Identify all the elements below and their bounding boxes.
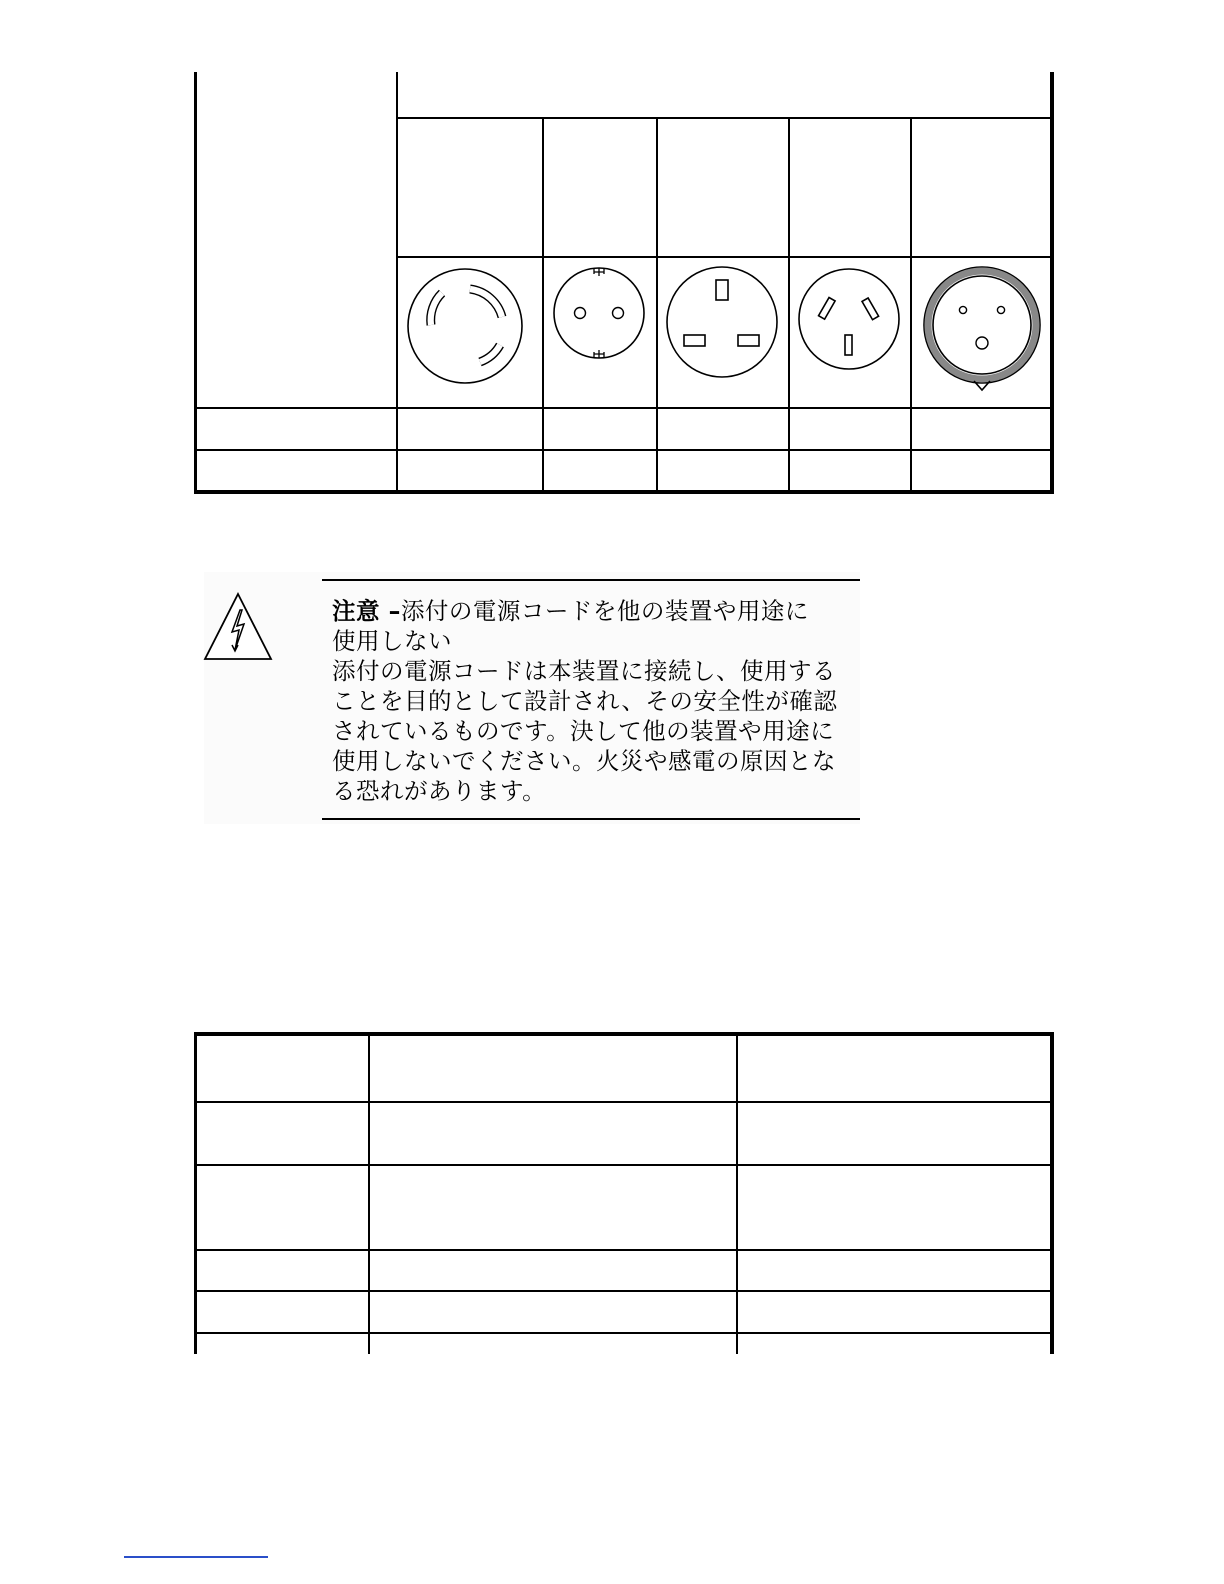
- table-row-divider: [396, 117, 1052, 119]
- schuko-outlet-icon: [550, 264, 648, 362]
- table-subcol-divider: [910, 117, 912, 492]
- caution-title-line: [332, 596, 872, 626]
- table-row-divider: [196, 407, 1052, 409]
- caution-line: ことを目的として設計され、その安全性が確認: [332, 687, 838, 715]
- caution-line: る恐れがあります。: [332, 777, 547, 805]
- caution-rule-bottom: [322, 818, 860, 820]
- caution-rule-top: [322, 579, 860, 581]
- table-row-divider: [196, 449, 1052, 451]
- table-border-left: [194, 1032, 197, 1354]
- plug-type-table: [0, 0, 1224, 500]
- caution-line: 使用しない: [332, 627, 452, 655]
- caution-line: されているものです。決して他の装置や用途に: [332, 717, 835, 745]
- table-border-right: [1050, 72, 1054, 494]
- caution-line: 使用しないでください。火災や感電の原因とな: [332, 747, 836, 775]
- table-border-bottom: [194, 490, 1054, 494]
- table-row-divider: [196, 1164, 1052, 1166]
- electrical-hazard-warning-icon: [202, 590, 274, 662]
- table-row-divider: [396, 256, 1052, 258]
- australian-outlet-icon: [795, 265, 903, 373]
- uk-bs1363-outlet-icon: [664, 264, 780, 380]
- nema-twist-lock-outlet-icon: [404, 265, 526, 387]
- table-subcol-divider: [788, 117, 790, 492]
- table-border-top: [194, 1032, 1054, 1036]
- table-col-divider: [368, 1034, 370, 1354]
- footer-link-underline[interactable]: [124, 1556, 268, 1558]
- table-col-divider: [736, 1034, 738, 1354]
- table-row-divider: [196, 1101, 1052, 1103]
- table-row-divider: [196, 1249, 1052, 1251]
- iec-60309-outlet-icon: [918, 262, 1046, 394]
- spec-table: [0, 1020, 1224, 1350]
- caution-heading: 注意 –: [332, 597, 401, 625]
- table-border-right: [1050, 1032, 1054, 1354]
- caution-line: 添付の電源コードは本装置に接続し、使用する: [332, 657, 836, 685]
- table-border-left: [194, 72, 197, 494]
- caution-heading-rest: 添付の電源コードを他の装置や用途に: [400, 597, 809, 625]
- table-subcol-divider: [542, 117, 544, 492]
- caution-text: [332, 596, 872, 806]
- table-subcol-divider: [656, 117, 658, 492]
- table-row-divider: [196, 1332, 1052, 1334]
- table-col-divider: [396, 72, 398, 492]
- table-row-divider: [196, 1290, 1052, 1292]
